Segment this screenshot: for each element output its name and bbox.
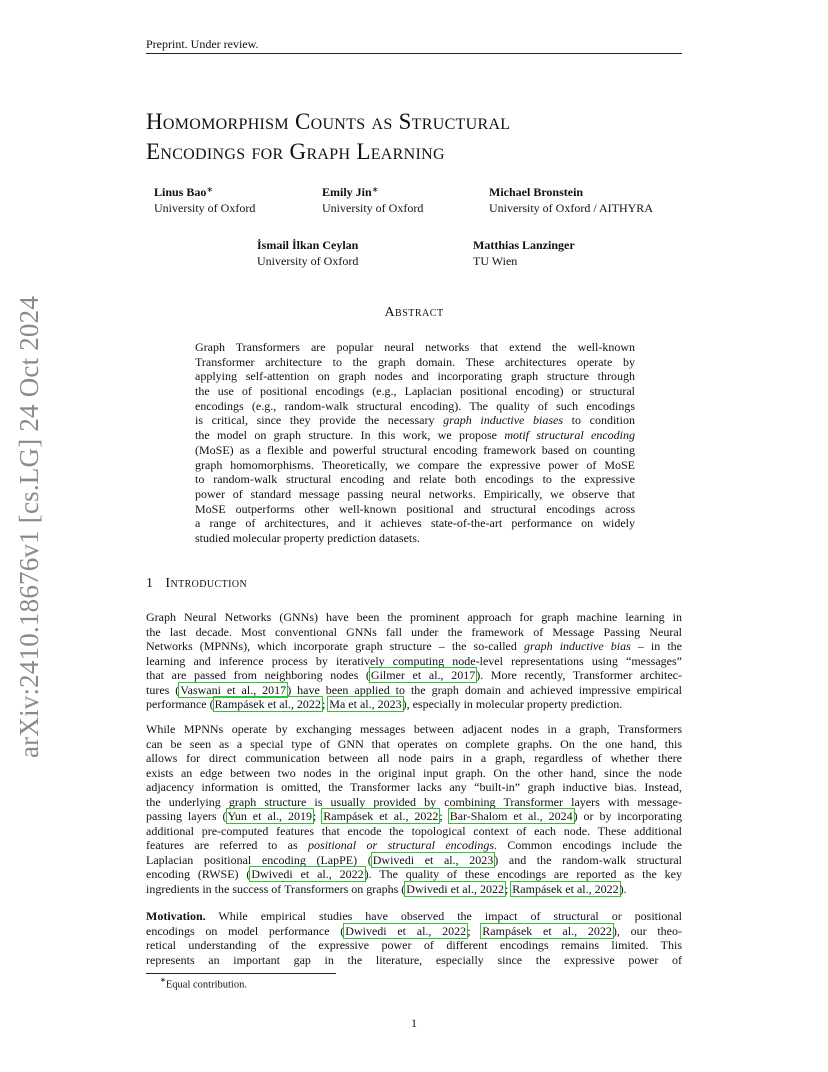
- footnote-mark: ∗: [160, 976, 166, 984]
- author-name: İsmail İlkan Ceylan: [257, 238, 359, 252]
- emphasis: positional or structural encodings: [308, 838, 494, 853]
- author-affiliation: TU Wien: [473, 254, 518, 268]
- citation-link[interactable]: Bar-Shalom et al., 2024: [449, 809, 573, 824]
- abstract-line: the use of positional encodings (e.g., Laplacian positional encoding) or structural: [195, 384, 635, 399]
- citation-link[interactable]: Rampásek et al., 2022: [512, 882, 619, 897]
- intro-paragraph-1: Graph Neural Networks (GNNs) have been the prominent approach for graph machine learning in the last decade. Most conventional GNNs fall under the framework of Message Passing Neural Networks (MPNNs), which incorporate graph structure – the so-called graph inductive bias – in the learning and inference process by iteratively computing node-level representations using “messages” that are passed from neighboring nodes (Gilmer et al., 2017). More recently, Transformer architec- tures (Vaswani et al., 2017) have been applied to the graph domain and achieved impressive empirical performance (Rampásek et al., 2022; Ma et al., 2023), especially in molecular property prediction.: [146, 610, 683, 712]
- abstract-line: Graph Transformers are popular neural networks that extend the well-known: [195, 340, 635, 354]
- author-1: [154, 184, 255, 216]
- citation-link[interactable]: Rampásek et al., 2022: [482, 923, 612, 938]
- abstract-line: a range of architectures, and it achieves state-of-the-art performance on widely: [195, 516, 635, 531]
- arxiv-stamp: arXiv:2410.18676v1 [cs.LG] 24 Oct 2024: [14, 295, 44, 758]
- running-header: Preprint. Under review.: [146, 37, 259, 51]
- page-number: 1: [411, 1016, 417, 1030]
- citation-link[interactable]: Dwivedi et al., 2023: [372, 852, 494, 867]
- abstract-line: power of standard message passing neural networks. Empirically, we observe that: [195, 486, 635, 501]
- author-name: Emily Jin: [322, 185, 372, 199]
- citation-link[interactable]: Vaswani et al., 2017: [180, 682, 287, 697]
- emphasis: graph inductive bias: [523, 639, 631, 654]
- author-affiliation: University of Oxford / AITHYRA: [489, 201, 653, 215]
- header-rule: [146, 53, 682, 54]
- section-number: 1: [146, 576, 154, 591]
- author-affiliation: University of Oxford: [322, 201, 424, 215]
- citation-link[interactable]: Gilmer et al., 2017: [370, 668, 476, 683]
- footnote: [160, 977, 247, 991]
- abstract-line: graph homomorphisms. Theoretically, we compare the expressive power of MoSE: [195, 457, 635, 472]
- footnote-text: Equal contribution.: [165, 979, 247, 991]
- emphasis: graph inductive biases: [443, 413, 564, 428]
- citation-link[interactable]: Dwivedi et al., 2022: [406, 882, 504, 897]
- abstract-line: Transformer architecture to the graph domain. These architectures operate by: [195, 354, 635, 369]
- author-name: Linus Bao: [154, 185, 207, 199]
- citation-link[interactable]: Yun et al., 2019: [227, 809, 312, 824]
- abstract-heading: Abstract: [384, 305, 444, 320]
- abstract-line: studied molecular property prediction datasets.: [195, 530, 420, 545]
- abstract-body: [195, 340, 635, 546]
- paper-title: [146, 107, 706, 167]
- author-affiliation: University of Oxford: [257, 254, 359, 268]
- author-name: Michael Bronstein: [489, 185, 584, 199]
- section-heading-introduction: [146, 576, 247, 592]
- footnote-rule: [146, 973, 336, 974]
- emphasis: motif structural encoding: [504, 428, 635, 443]
- citation-link[interactable]: Ma et al., 2023: [329, 697, 402, 712]
- abstract-line: is critical, since they provide the necessary graph inductive biases to condition: [195, 413, 635, 428]
- abstract-line: MoSE outperforms other well-known positional and structural encodings across: [195, 501, 635, 516]
- author-name: Matthias Lanzinger: [473, 238, 575, 252]
- abstract-line: the model on graph structure. In this work, we propose motif structural encoding: [195, 428, 635, 443]
- equal-contribution-mark: ∗: [371, 185, 379, 194]
- abstract-line: (MoSE) as a flexible and powerful structural encoding framework based on counting: [195, 442, 635, 457]
- title-line-1: Homomorphism Counts as Structural: [146, 109, 511, 134]
- citation-link[interactable]: Rampásek et al., 2022: [214, 697, 321, 712]
- abstract-line: to random-walk structural encoding and relate both encodings to the expressive: [195, 472, 635, 487]
- author-2: [322, 184, 423, 216]
- citation-link[interactable]: Dwivedi et al., 2022: [345, 923, 467, 938]
- equal-contribution-mark: ∗: [206, 185, 214, 194]
- section-title: Introduction: [165, 576, 248, 591]
- author-4: [257, 237, 358, 269]
- author-5: [473, 237, 575, 269]
- paragraph-lead: Motivation.: [146, 909, 206, 923]
- author-3: [489, 184, 653, 216]
- title-line-2: Encodings for Graph Learning: [146, 139, 445, 164]
- motivation-paragraph: Motivation. While empirical studies have observed the impact of structural or positional encodings on model performance (Dwivedi et al., 2022; Rampásek et al., 2022), our theo- retical understanding of the expressive power of different encodings remains limited. This represents an important gap in the literature, especially since the expressive power of: [146, 909, 682, 967]
- abstract-line: applying self-attention on graph nodes and incorporating graph structure through: [195, 369, 635, 384]
- author-affiliation: University of Oxford: [154, 201, 256, 215]
- abstract-line: encodings (e.g., random-walk structural encoding). The quality of such encodings: [195, 398, 635, 413]
- citation-link[interactable]: Dwivedi et al., 2022: [251, 867, 364, 882]
- intro-paragraph-2: While MPNNs operate by exchanging messages between adjacent nodes in a graph, Transformers can be seen as a special type of GNN that operates on complete graphs. On the one hand, this allows for direct communication between all node pairs in a graph, regardless of whether there exists an edge between two nodes in the original input graph. On the other hand, since the node adjacency information is omitted, the Transformer lacks any “built-in” graph inductive bias. Instead, the underlying graph structure is usually provided by combining Transformer layers with message- passing layers (Yun et al., 2019; Rampásek et al., 2022; Bar-Shalom et al., 2024) or by incorporating additional pre-computed features that encode the topological context of each node. These additional features are referred to as positional or structural encodings. Common encodings include the Laplacian positional encoding (LapPE) (Dwivedi et al., 2023) and the random-walk structural encoding (RWSE) (Dwivedi et al., 2022). The quality of these encodings are reported as the key ingredients in the success of Transformers on graphs (Dwivedi et al., 2022; Rampásek et al., 2022).: [146, 722, 683, 897]
- citation-link[interactable]: Rampásek et al., 2022: [323, 809, 439, 824]
